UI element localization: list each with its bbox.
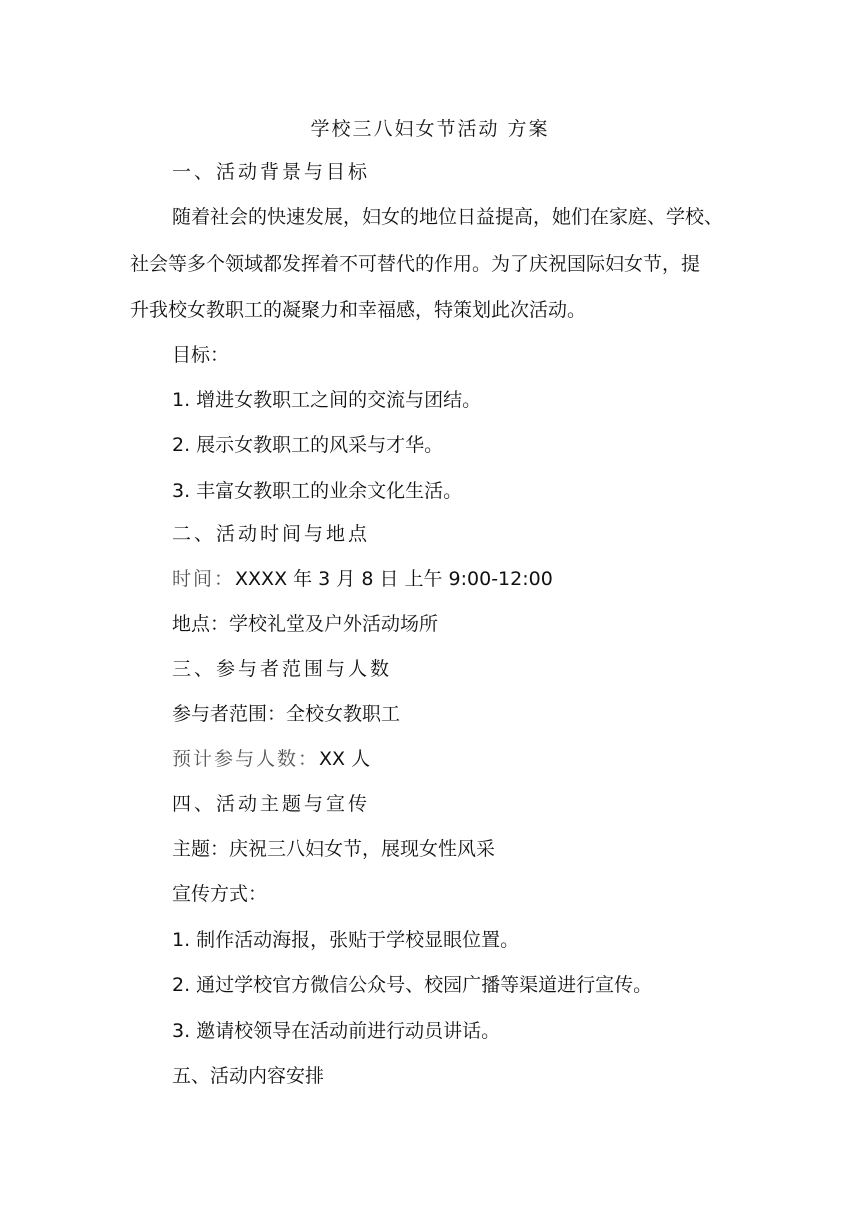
section-heading-5: 五、活动内容安排 [172, 1065, 325, 1087]
time-line [172, 566, 553, 592]
intro-paragraph-line-1: 随着社会的快速发展，妇女的地位日益提高，她们在家庭、学校、 [172, 206, 724, 228]
participant-count-label: 预计参与人数： [172, 748, 320, 770]
participant-count-line [172, 746, 370, 772]
place-line: 地点：学校礼堂及户外活动场所 [172, 613, 439, 635]
intro-paragraph-line-2: 社会等多个领域都发挥着不可替代的作用。为了庆祝国际妇女节，提 [130, 253, 701, 275]
document-title: 学校三八妇女节活动 方案 [310, 118, 550, 140]
goal-item-2: 2. 展示女教职工的风采与才华。 [172, 434, 444, 456]
section-heading-3: 三、参与者范围与人数 [172, 658, 393, 680]
promo-item-1: 1. 制作活动海报，张贴于学校显眼位置。 [172, 929, 520, 951]
goal-item-3: 3. 丰富女教职工的业余文化生活。 [172, 480, 463, 502]
intro-paragraph-line-3: 升我校女教职工的凝聚力和幸福感，特策划此次活动。 [130, 299, 587, 321]
goal-item-1: 1. 增进女教职工之间的交流与团结。 [172, 389, 482, 411]
time-value: XXXX 年 3 月 8 日 上午 9:00-12:00 [235, 568, 553, 590]
section-heading-2: 二、活动时间与地点 [172, 523, 371, 545]
section-heading-1: 一、活动背景与目标 [172, 161, 371, 183]
section-heading-4: 四、活动主题与宣传 [172, 793, 371, 815]
time-label: 时间： [172, 568, 236, 590]
participant-scope: 参与者范围：全校女教职工 [172, 703, 401, 725]
promo-item-2: 2. 通过学校官方微信公众号、校园广播等渠道进行宣传。 [172, 974, 653, 996]
promo-item-3: 3. 邀请校领导在活动前进行动员讲话。 [172, 1020, 501, 1042]
promo-label: 宣传方式： [172, 883, 268, 905]
participant-count-value: XX 人 [319, 748, 371, 770]
theme-line: 主题：庆祝三八妇女节，展现女性风采 [172, 838, 496, 860]
goal-label: 目标： [172, 344, 230, 366]
